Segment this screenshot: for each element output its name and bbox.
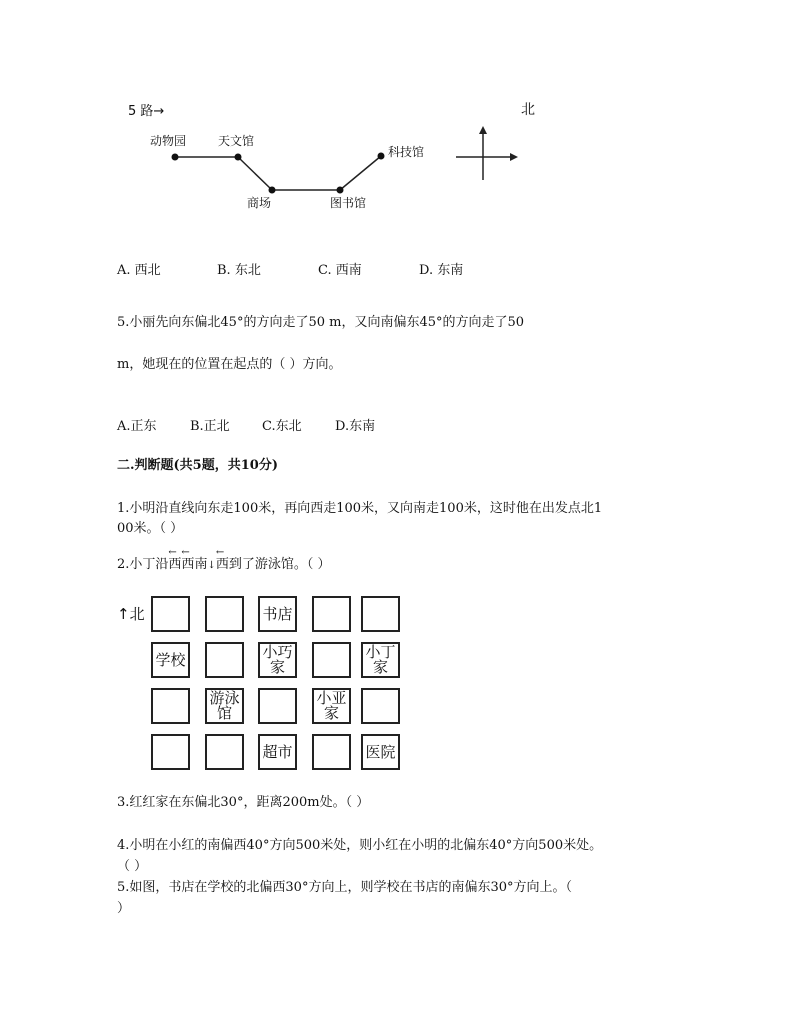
q4-option-a[interactable]: A. 西北 [117, 263, 161, 278]
stop-label-zoo: 动物园 [150, 134, 187, 148]
grid-cell [151, 596, 190, 632]
stop-label-science-museum: 科技馆 [388, 145, 425, 159]
grid-cell [312, 596, 351, 632]
route-segment [238, 157, 272, 190]
direction-word: 西 [168, 557, 182, 572]
direction-west-2 [181, 547, 195, 573]
judge-5-line1: 5.如图，书店在学校的北偏西30°方向上，则学校在书店的南偏东30°方向上。（ [117, 880, 572, 895]
school-label: 学校 [155, 650, 186, 669]
direction-west-1 [168, 547, 182, 573]
grid-cell [205, 596, 244, 632]
q5-text-line2: m，她现在的位置在起点的（ ）方向。 [117, 357, 342, 372]
direction-word: 南 [194, 557, 208, 572]
q5-option-d[interactable]: D.东南 [335, 419, 376, 434]
section-title: 二.判断题(共5题，共10分) [117, 458, 278, 473]
direction-west-3 [215, 547, 229, 573]
left-arrow-icon: ← [168, 547, 177, 558]
grid-cell [205, 642, 244, 678]
direction-south [194, 557, 215, 574]
supermarket-label: 超市 [262, 742, 293, 761]
grid-cell-school [151, 642, 190, 678]
grid-cell [361, 688, 400, 724]
grid-cell [151, 734, 190, 770]
grid-cell-supermarket [258, 734, 297, 770]
hospital-label: 医院 [365, 742, 396, 761]
judge-2 [117, 547, 331, 574]
q5-option-a[interactable]: A.正东 [117, 419, 157, 434]
grid-cell [312, 734, 351, 770]
xiaoya-label-2: 家 [323, 704, 339, 722]
xiaoya-label-1: 小亚 [316, 689, 347, 707]
judge-4-line1: 4.小明在小红的南偏西40°方向500米处，则小红在小明的北偏东40°方向500米处。 [117, 838, 603, 853]
stop-label-planetarium: 天文馆 [218, 134, 255, 148]
pool-label-1: 游泳 [209, 689, 240, 707]
stop-dot [172, 154, 179, 161]
stop-dot [269, 187, 276, 194]
left-arrow-icon: ← [215, 547, 225, 558]
xiaoding-label-1: 小丁 [365, 643, 396, 661]
grid-cell-bookstore [258, 596, 297, 632]
grid-cell-xiaoqiao-home [258, 642, 297, 678]
xiaoding-label-2: 家 [372, 658, 388, 676]
compass-north-arrowhead [479, 126, 487, 134]
q4-option-d[interactable]: D. 东南 [419, 263, 464, 278]
stop-dot [337, 187, 344, 194]
direction-word: 西 [215, 557, 229, 572]
stop-dot [378, 153, 385, 160]
xiaoqiao-label-2: 家 [269, 658, 285, 676]
xiaoqiao-label-1: 小巧 [262, 643, 293, 661]
grid-cell-hospital [361, 734, 400, 770]
grid-cell [361, 596, 400, 632]
q4-option-c[interactable]: C. 西南 [318, 263, 362, 278]
grid-cell [258, 688, 297, 724]
judge-5-line2: ） [117, 901, 131, 916]
judge-1-line1: 1.小明沿直线向东走100米，再向西走100米，又向南走100米，这时他在出发点北1 [117, 501, 603, 516]
route-label: 5 路→ [128, 104, 165, 119]
q4-option-b[interactable]: B. 东北 [217, 263, 261, 278]
down-arrow-icon: ↓ [207, 560, 216, 571]
judge-4-line2: （ ） [117, 859, 148, 874]
q5-text-line1: 5.小丽先向东偏北45°的方向走了50 m，又向南偏东45°的方向走了50 [117, 315, 525, 330]
judge-2-prefix: 2.小丁沿 [117, 557, 169, 572]
q5-option-c[interactable]: C.东北 [262, 419, 302, 434]
left-arrow-icon: ← [181, 547, 190, 558]
bookstore-label: 书店 [262, 604, 293, 623]
stop-label-library: 图书馆 [330, 196, 367, 210]
judge-3: 3.红红家在东偏北30°，距离200m处。（ ） [117, 795, 370, 810]
stop-label-mall: 商场 [247, 196, 272, 210]
direction-word: 西 [181, 557, 195, 572]
grid-cell [151, 688, 190, 724]
compass-east-arrowhead [510, 153, 518, 161]
pool-label-2: 馆 [216, 704, 232, 722]
judge-2-suffix: 到了游泳馆。（ ） [228, 557, 331, 572]
grid-cell [312, 642, 351, 678]
grid-cell-xiaoya-home [312, 688, 351, 724]
stop-dot [235, 154, 242, 161]
grid-cell [205, 734, 244, 770]
north-label: 北 [521, 102, 535, 118]
grid-north-label: ↑北 [117, 605, 145, 623]
grid-cell-swimming-pool [205, 688, 244, 724]
route-segment [340, 156, 381, 190]
route-map [0, 0, 794, 260]
grid-cell-xiaoding-home [361, 642, 400, 678]
judge-1-line2: 00米。（ ） [117, 521, 184, 536]
q5-option-b[interactable]: B.正北 [190, 419, 230, 434]
